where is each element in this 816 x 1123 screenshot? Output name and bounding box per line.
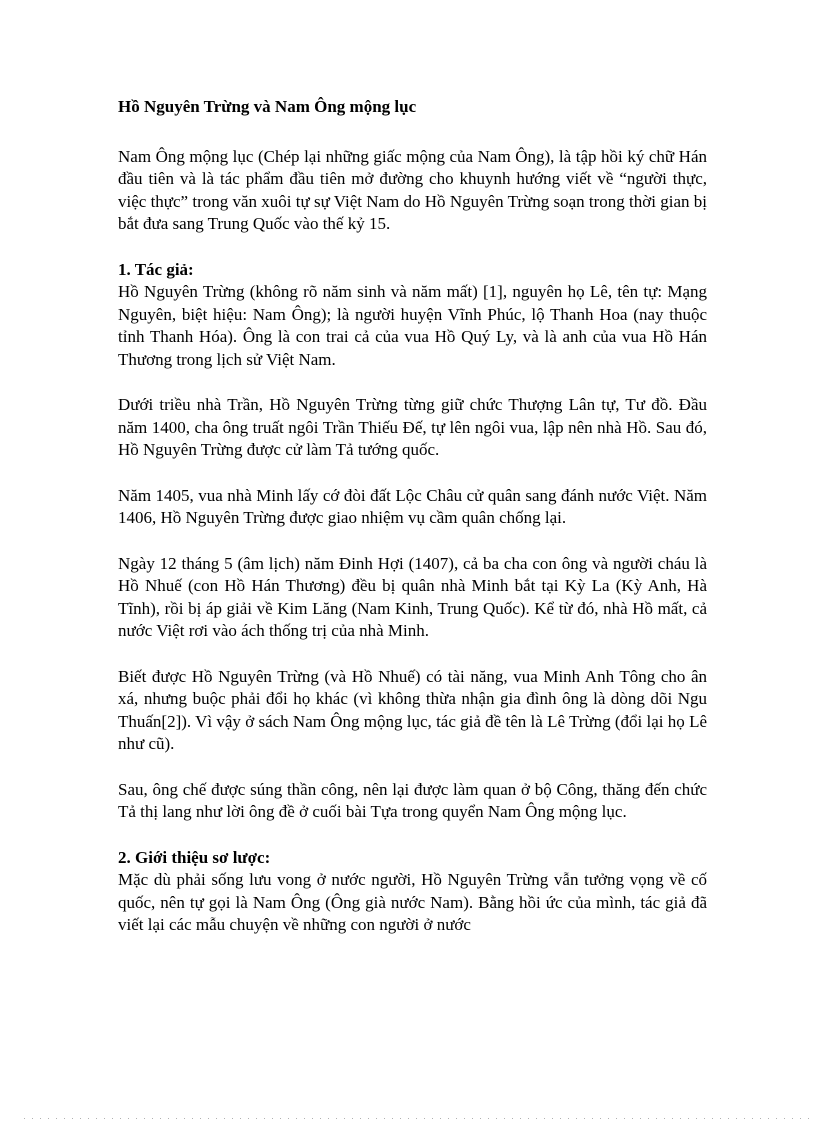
intro-paragraph: Nam Ông mộng lục (Chép lại những giấc mộng của Nam Ông), là tập hồi ký chữ Hán đầu tiên và là tác phẩm đầu tiên mở đường cho khuynh hướng viết về “người thực, việc thực” trong văn xuôi tự sự Việt Nam do Hồ Nguyên Trừng soạn trong thời gian bị bắt đưa sang Trung Quốc vào thế kỷ 15. [118, 146, 707, 233]
document-content [118, 96, 707, 960]
page-break-dotted-line [24, 1117, 816, 1119]
section-1-paragraph-5: Biết được Hồ Nguyên Trừng (và Hồ Nhuế) có tài năng, vua Minh Anh Tông cho ân xá, nhưng buộc phải đổi họ khác (vì không thừa nhận gia đình ông là dòng dõi Ngu Thuấn[2]). Vì vậy ở sách Nam Ông mộng lục, tác giả đề tên là Lê Trừng (đổi lại họ Lê như cũ). [118, 666, 707, 753]
section-1-paragraph-2: Dưới triều nhà Trần, Hồ Nguyên Trừng từng giữ chức Thượng Lân tự, Tư đồ. Đầu năm 1400, cha ông truất ngôi Trần Thiếu Đế, tự lên ngôi vua, lập nên nhà Hồ. Sau đó, Hồ Nguyên Trừng được cử làm Tả tướng quốc. [118, 395, 707, 459]
section-2-heading: 2. Giới thiệu sơ lược: [118, 847, 271, 867]
section-1-paragraph-6: Sau, ông chế được súng thần công, nên lại được làm quan ở bộ Công, thăng đến chức Tả thị lang như lời ông đề ở cuối bài Tựa trong quyển Nam Ông mộng lục. [118, 779, 707, 821]
section-1-paragraph-4: Ngày 12 tháng 5 (âm lịch) năm Đinh Hợi (1407), cả ba cha con ông và người cháu là Hồ Nhuế (con Hồ Hán Thương) đều bị quân nhà Minh bắt tại Kỳ La (Kỳ Anh, Hà Tĩnh), rồi bị áp giải về Kim Lăng (Nam Kinh, Trung Quốc). Kể từ đó, nhà Hồ mất, cả nước Việt rơi vào ách thống trị của nhà Minh. [118, 553, 707, 640]
section-1-heading: 1. Tác giả: [118, 259, 194, 279]
document-title: Hồ Nguyên Trừng và Nam Ông mộng lục [118, 97, 417, 116]
section-1-paragraph-3: Năm 1405, vua nhà Minh lấy cớ đòi đất Lộc Châu cử quân sang đánh nước Việt. Năm 1406, Hồ Nguyên Trừng được giao nhiệm vụ cầm quân chống lại. [118, 485, 707, 527]
section-2-paragraph-1: Mặc dù phải sống lưu vong ở nước người, Hồ Nguyên Trừng vẫn tưởng vọng về cố quốc, nên tự gọi là Nam Ông (Ông già nước Nam). Bằng hồi ức của mình, tác giả đã viết lại các mẫu chuyện về những con người ở nước [118, 870, 707, 934]
section-1-paragraph-1: Hồ Nguyên Trừng (không rõ năm sinh và năm mất) [1], nguyên họ Lê, tên tự: Mạng Nguyên, biệt hiệu: Nam Ông); là người huyện Vĩnh Phúc, lộ Thanh Hoa (nay thuộc tỉnh Thanh Hóa). Ông là con trai cả của vua Hồ Quý Ly, và là anh của vua Hồ Hán Thương trong lịch sử Việt Nam. [118, 282, 707, 369]
